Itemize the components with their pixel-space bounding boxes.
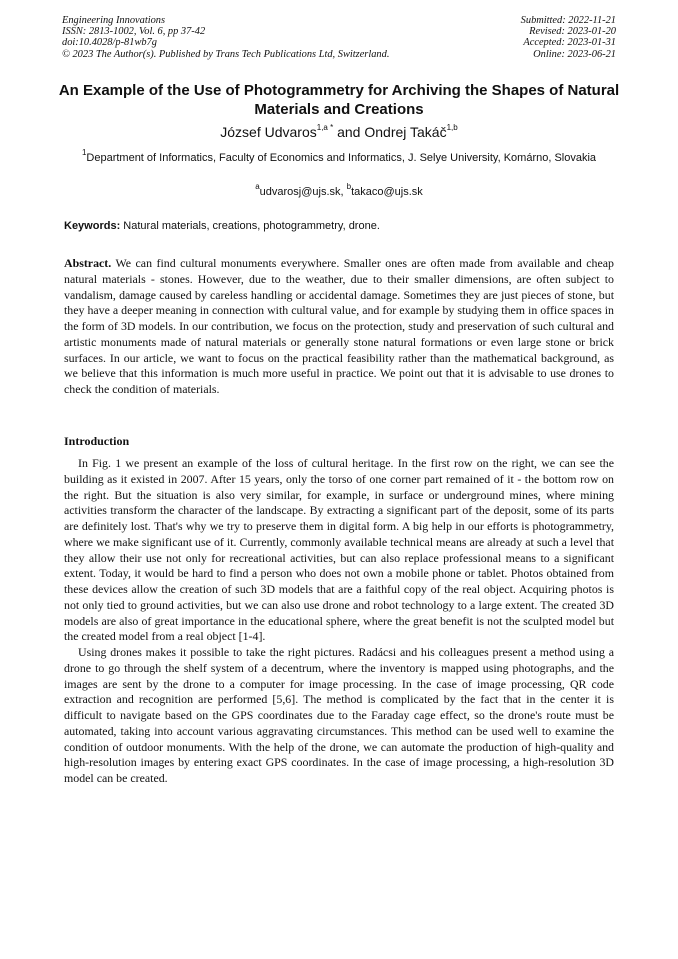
revised-date: Revised: 2023-01-20: [529, 26, 616, 38]
doi-link[interactable]: doi:10.4028/p-81wb7g: [62, 37, 157, 49]
introduction-body: [64, 456, 614, 787]
abstract-text: We can find cultural monuments everywhere. Smaller ones are often made from available and cheap natural materials - stones. However, due to the weather, due to their smaller dimensions, are often subject to vandalism, damage caused by careless handling or accidental damage. Sometimes they are just pieces of stone, but they have a deeper meaning in connection with cultural value, and for example by studying them in office spaces in the form of 3D models. In our contribution, we focus on the protection, study and preservation of such cultural and artistic monuments made of natural materials or generally stone natural formations or even large stone or brick surfaces. In our article, we want to focus on the practical feasibility rather than the mathematical background, as we believe that this information is much more useful in practice. We point out that it is advisable to use drones to check the condition of materials.: [64, 256, 614, 396]
journal-header: [62, 15, 616, 60]
journal-name: Engineering Innovations: [62, 15, 166, 26]
email-link[interactable]: udvarosj@ujs.sk: [259, 186, 341, 198]
submitted-date: Submitted: 2022-11-21: [520, 15, 616, 26]
affiliation-mark: 1: [81, 148, 87, 158]
author-affiliation-mark: 1,b: [446, 123, 458, 133]
affiliation: [72, 148, 606, 166]
author-name: Ondrej Takáč: [364, 124, 447, 140]
email-separator: ,: [340, 186, 347, 198]
section-heading: Introduction: [64, 434, 130, 448]
email-mark: a: [255, 182, 260, 192]
issn-info: ISSN: 2813-1002, Vol. 6, pp 37-42: [62, 26, 206, 38]
paragraph: Using drones makes it possible to take the right pictures. Radácsi and his colleagues present a method using a drone to go through the shelf system of a decentrum, where the inventory is mapped using photographs, and the images are sent by the drone to a computer for image processing. In the case of image processing, QR code extraction and recognition are performed [5,6]. The method is complicated by the fact that in the center it is difficult to navigate based on the GPS coordinates due to the Faraday cage effect, so the drone's route must be automated, taking into account various aggravating circumstances. This method can be used well to examine the condition of outdoor monuments. With the help of the drone, we can automate the production of high-quality and high-resolution images by entering exact GPS coordinates. In the case of image processing, a high-resolution 3D model can be created.: [64, 645, 614, 785]
paragraph: In Fig. 1 we present an example of the loss of cultural heritage. In the first row on the right, we can see the building as it existed in 2007. After 15 years, only the torso of one corner part remained of it - the bottom row on the right. But the situation is also very similar, for example, in surface or underground mines, where mining activities transform the character of the landscape. By extracting a significant part of the deposit, some of its parts are definitely lost. That's why we try to preserve them in digital form. A big help in our efforts is photogrammetry, where we make significant use of it. Currently, commonly available technical means are already at such a level that they allow their use not only for recreational activities, but can also replace professional means to a significant extent. Today, it would be hard to find a person who does not own a mobile phone or tablet. Photos obtained from these devices allow the creation of such 3D models that are a faithful copy of the real object. Acquiring photos is not only tied to ground activities, but we can also use drone and robot technology to a large extent. The created 3D models are also of great importance in the educational sphere, where the great benefit is not the sculpted model but the created model from a real object [1-4].: [64, 456, 614, 644]
online-date: Online: 2023-06-21: [533, 48, 616, 60]
keywords-label: Keywords:: [64, 220, 121, 232]
copyright-notice: © 2023 The Author(s). Published by Trans Tech Publications Ltd, Switzerland.: [62, 48, 390, 60]
keywords-text: Natural materials, creations, photogrammetry, drone.: [120, 220, 380, 232]
accepted-date: Accepted: 2023-01-31: [523, 37, 616, 49]
keywords: [64, 219, 614, 233]
abstract-label: Abstract.: [64, 256, 112, 270]
email-mark: b: [346, 182, 352, 192]
author-conjunction: and: [333, 124, 365, 140]
affiliation-text: Department of Informatics, Faculty of Economics and Informatics, J. Selye University, Komárno, Slovakia: [86, 152, 597, 164]
author-affiliation-mark: 1,a *: [316, 123, 334, 133]
author-name: József Udvaros: [220, 124, 317, 140]
paper-title: An Example of the Use of Photogrammetry for Archiving the Shapes of Natural Materials and Creations: [58, 82, 620, 118]
email-link[interactable]: takaco@ujs.sk: [351, 186, 423, 198]
author-emails: [40, 182, 638, 199]
abstract: [64, 256, 614, 398]
author-list: [40, 124, 638, 141]
